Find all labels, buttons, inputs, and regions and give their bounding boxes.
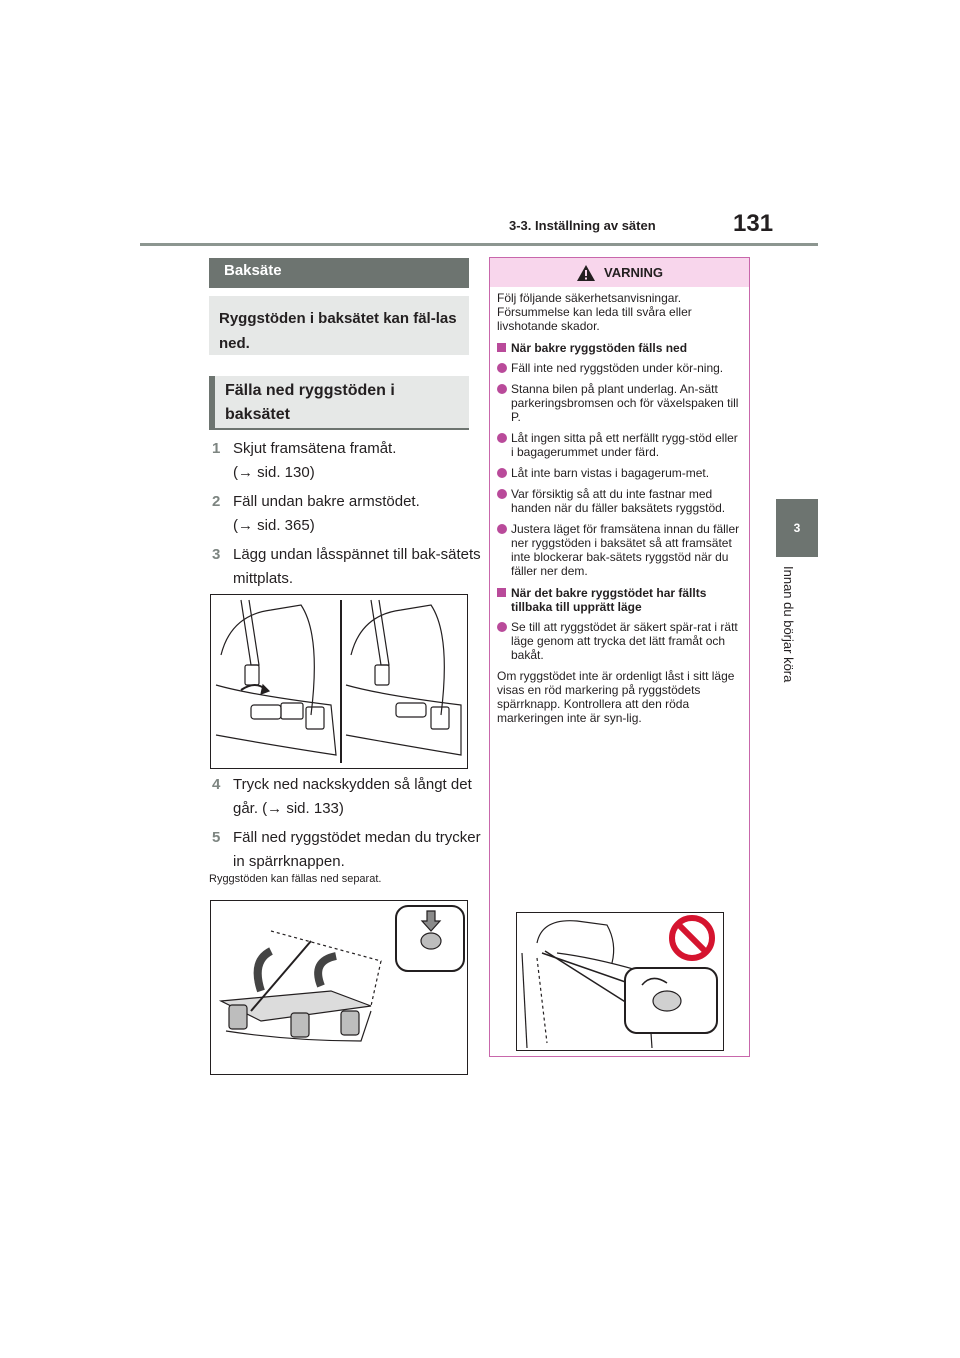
round-bullet-icon (497, 433, 507, 443)
warning-bullet-text: Justera läget för framsätena innan du fäller ner ryggstöden i baksätet så att framsätet inte blockerar bak-sätets ryggstöd när du fäller ner dem. (511, 522, 740, 578)
warning-bullet-text: Stanna bilen på plant underlag. An-sätt parkeringsbromsen och för växelspaken till P. (511, 382, 739, 424)
step-text: Tryck ned nackskydden så långt det går. (→ sid. 133) (233, 776, 472, 817)
lock-indicator-illustration (516, 912, 724, 1051)
round-bullet-icon (497, 384, 507, 394)
warning-intro: Följ följande säkerhetsanvisningar. Försummelse kan leda till svåra eller livshotande skador. (497, 291, 692, 333)
warning-section-title: När det bakre ryggstödet har fällts tillbaka till upprätt läge (511, 586, 707, 614)
warning-bullet (497, 620, 741, 662)
step-number: 5 (212, 829, 221, 846)
steps-list-a (212, 437, 482, 596)
sub-heading: Fälla ned ryggstöden i baksätet (209, 376, 469, 430)
warning-outro: Om ryggstödet inte är ordenligt låst i sitt läge visas en röd markering på ryggstödets spärrknapp. Kontrollera att den röda markeringen inte är syn-lig. (497, 669, 735, 725)
note-text: Ryggstöden kan fällas ned separat. (209, 873, 382, 885)
header-section-title: 3-3. Inställning av säten (509, 218, 656, 233)
warning-header (490, 258, 749, 287)
seatback-fold-illustration (210, 900, 468, 1075)
warning-bullet (497, 361, 741, 375)
warning-bullet (497, 431, 741, 459)
warning-bullet (497, 382, 741, 424)
warning-bullet-text: Se till att ryggstödet är säkert spär-rat i rätt läge genom att trycka det lätt framåt och bakåt. (511, 620, 738, 662)
warning-bullet (497, 522, 741, 578)
page-reference[interactable]: (→ sid. 365) (233, 517, 315, 534)
round-bullet-icon (497, 468, 507, 478)
round-bullet-icon (497, 489, 507, 499)
page-reference[interactable]: (→ sid. 130) (233, 464, 315, 481)
warning-section (497, 341, 741, 355)
header-rule (140, 243, 818, 246)
step-text: Fäll ned ryggstödet medan du trycker in spärrknappen. (233, 829, 481, 870)
step-item (212, 437, 482, 485)
round-bullet-icon (497, 524, 507, 534)
round-bullet-icon (497, 622, 507, 632)
warning-bullet-text: Var försiktig så att du inte fastnar med handen när du fäller baksätets ryggstöd. (511, 487, 726, 515)
warning-section-title: När bakre ryggstöden fälls ned (511, 341, 688, 355)
step-number: 4 (212, 776, 221, 793)
warning-body (490, 287, 749, 725)
warning-bullet-text: Fäll inte ned ryggstöden under kör-ning. (511, 361, 724, 375)
chapter-label: Innan du börjar köra (781, 566, 796, 683)
warning-title: VARNING (604, 265, 663, 280)
warning-bullet-text: Låt ingen sitta på ett nerfällt rygg-stöd eller i bagagerummet under färd. (511, 431, 738, 459)
step-item (212, 490, 482, 538)
chapter-tab[interactable]: 3 (776, 499, 818, 557)
section-title: Baksäte (209, 258, 469, 288)
step-text: Skjut framsätena framåt. (233, 440, 397, 457)
warning-triangle-icon (576, 264, 596, 282)
warning-bullet (497, 466, 741, 480)
warning-section (497, 586, 741, 614)
steps-list-b (212, 773, 482, 879)
seatbelt-buckle-illustration (210, 594, 468, 769)
warning-bullet-text: Låt inte barn vistas i bagagerum-met. (511, 466, 710, 480)
step-item (212, 826, 482, 874)
step-item (212, 773, 482, 821)
step-item (212, 543, 482, 591)
step-number: 2 (212, 493, 221, 510)
step-number: 3 (212, 546, 221, 563)
warning-bullet (497, 487, 741, 515)
step-text: Lägg undan låsspännet till bak-sätets mittplats. (233, 546, 481, 587)
step-text: Fäll undan bakre armstödet. (233, 493, 420, 510)
section-intro: Ryggstöden i baksätet kan fäl-las ned. (209, 296, 469, 355)
round-bullet-icon (497, 363, 507, 373)
square-bullet-icon (497, 588, 506, 597)
step-number: 1 (212, 440, 221, 457)
page-number: 131 (733, 210, 774, 237)
square-bullet-icon (497, 343, 506, 352)
